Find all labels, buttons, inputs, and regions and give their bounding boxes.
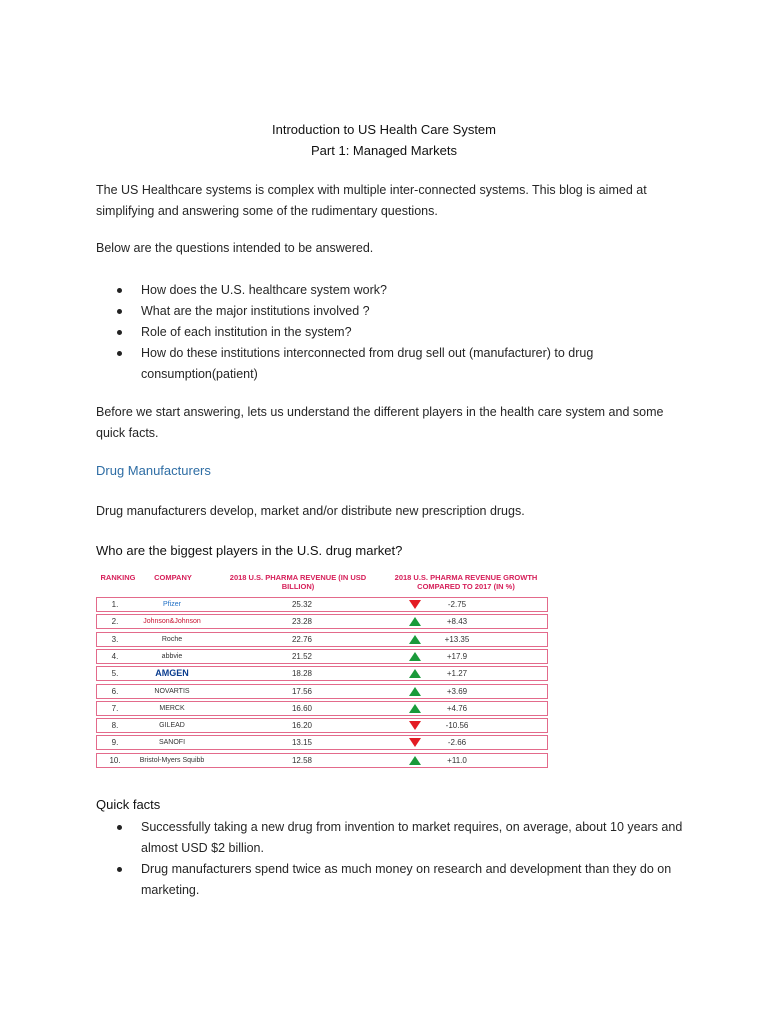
header-growth: 2018 U.S. PHARMA REVENUE GROWTH COMPARED TO 2017 (IN %) <box>394 573 538 591</box>
growth-cell: +17.9 <box>446 651 468 661</box>
quick-facts-list <box>96 817 696 901</box>
growth-cell: +3.69 <box>446 686 468 696</box>
revenue-cell: 22.76 <box>291 634 313 644</box>
questions-intro: Below are the questions intended to be answered. <box>96 241 374 255</box>
company-logo: MERCK <box>159 704 185 712</box>
biggest-players-heading: Who are the biggest players in the U.S. drug market? <box>96 543 403 558</box>
growth-cell: +11.0 <box>447 755 467 765</box>
list-item: What are the major institutions involved ? <box>96 301 696 322</box>
revenue-cell: 18.28 <box>291 669 313 679</box>
company-logo: Johnson&Johnson <box>143 618 201 626</box>
company-logo: SANOFI <box>158 739 186 747</box>
intro-line: The US Healthcare systems is complex with multiple inter-connected systems. This blog is aimed at <box>96 183 647 197</box>
company-logo: GILEAD <box>159 722 185 730</box>
table-row <box>96 649 548 664</box>
revenue-cell: 21.52 <box>291 651 313 661</box>
arrow-down-icon <box>409 736 423 749</box>
arrow-down-icon <box>409 598 423 611</box>
growth-cell: +8.43 <box>446 617 468 627</box>
rank-cell: 3. <box>111 634 119 644</box>
rank-cell: 10. <box>109 755 121 765</box>
table-row <box>96 684 548 699</box>
rank-cell: 2. <box>111 617 119 627</box>
arrow-up-icon <box>409 685 423 698</box>
rank-cell: 7. <box>111 703 119 713</box>
revenue-cell: 25.32 <box>291 600 313 609</box>
players-intro-line: Before we start answering, lets us understand the different players in the health care system and some <box>96 405 664 419</box>
table-row <box>96 718 548 733</box>
table-row <box>96 753 548 768</box>
bullet-icon <box>117 288 122 293</box>
revenue-cell: 23.28 <box>291 617 313 627</box>
drug-manufacturers-heading: Drug Manufacturers <box>96 463 211 478</box>
company-logo: NOVARTIS <box>154 687 190 695</box>
table-row <box>96 632 548 647</box>
arrow-up-icon <box>409 650 423 663</box>
revenue-cell: 13.15 <box>291 738 313 748</box>
list-item: Role of each institution in the system? <box>96 322 696 343</box>
revenue-cell: 12.58 <box>291 755 313 765</box>
list-item: Drug manufacturers spend twice as much money on research and development than they do on <box>96 859 696 880</box>
rank-cell: 5. <box>111 669 119 679</box>
list-item: How do these institutions interconnected from drug sell out (manufacturer) to drug <box>96 343 696 364</box>
pharma-ranking-table <box>94 569 550 775</box>
growth-cell: -10.56 <box>445 721 469 731</box>
intro-line: simplifying and answering some of the rudimentary questions. <box>96 204 438 218</box>
company-logo: Pfizer <box>163 601 181 608</box>
questions-list <box>96 280 696 385</box>
arrow-up-icon <box>409 667 423 680</box>
revenue-cell: 16.20 <box>291 721 313 731</box>
header-revenue: 2018 U.S. PHARMA REVENUE (IN USD BILLION) <box>229 573 367 591</box>
table-row <box>96 597 548 612</box>
bullet-icon <box>117 867 122 872</box>
list-item-continuation: marketing. <box>141 883 200 897</box>
players-intro <box>96 402 686 444</box>
arrow-down-icon <box>409 719 423 732</box>
arrow-up-icon <box>409 702 423 715</box>
revenue-cell: 17.56 <box>291 686 313 696</box>
players-intro-line: quick facts. <box>96 426 159 440</box>
growth-cell: +13.35 <box>444 634 470 644</box>
company-logo: abbvie <box>161 652 183 660</box>
intro-paragraph <box>96 180 686 222</box>
rank-cell: 1. <box>111 600 119 609</box>
table-row <box>96 666 548 681</box>
arrow-up-icon <box>409 615 423 628</box>
list-item: How does the U.S. healthcare system work? <box>96 280 696 301</box>
table-row <box>96 614 548 629</box>
arrow-up-icon <box>409 633 423 646</box>
document-title: Introduction to US Health Care System <box>272 122 496 137</box>
header-ranking: RANKING <box>100 573 136 582</box>
header-company: COMPANY <box>154 573 192 582</box>
list-item: Successfully taking a new drug from invention to market requires, on average, about 10 years and <box>96 817 696 838</box>
list-item-continuation: almost USD $2 billion. <box>141 841 264 855</box>
table-row <box>96 735 548 750</box>
rank-cell: 8. <box>111 721 119 731</box>
drug-manufacturers-text: Drug manufacturers develop, market and/or distribute new prescription drugs. <box>96 504 525 518</box>
list-item-continuation: consumption(patient) <box>141 367 258 381</box>
growth-cell: -2.75 <box>447 600 467 609</box>
bullet-icon <box>117 309 122 314</box>
bullet-icon <box>117 825 122 830</box>
bullet-icon <box>117 351 122 356</box>
company-logo: Bristol-Myers Squibb <box>139 756 205 764</box>
company-logo: Roche <box>161 635 183 643</box>
rank-cell: 4. <box>111 651 119 661</box>
company-logo: AMGEN <box>155 668 189 679</box>
growth-cell: +4.76 <box>446 703 468 713</box>
growth-cell: +1.27 <box>446 669 468 679</box>
rank-cell: 6. <box>111 686 119 696</box>
bullet-icon <box>117 330 122 335</box>
growth-cell: -2.66 <box>447 738 467 748</box>
document-subtitle: Part 1: Managed Markets <box>311 143 457 158</box>
rank-cell: 9. <box>111 738 119 748</box>
table-row <box>96 701 548 716</box>
arrow-up-icon <box>409 754 423 767</box>
quick-facts-heading: Quick facts <box>96 797 161 812</box>
revenue-cell: 16.60 <box>291 703 313 713</box>
